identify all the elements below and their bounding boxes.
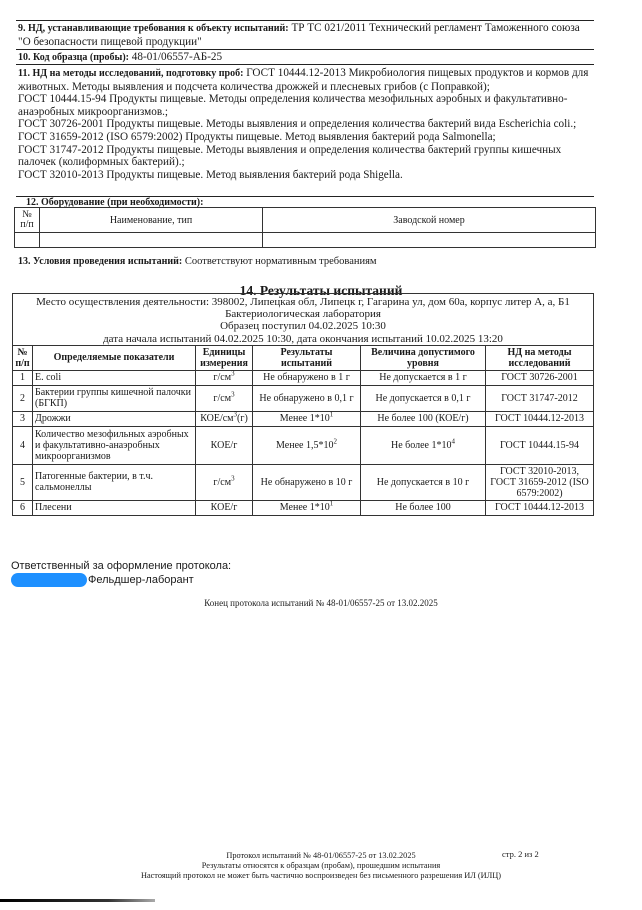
- method-line: ГОСТ 31747-2012 Продукты пищевые. Методы выявления и определения количества бактерий группы кишечных палочек (колиформных бактерий).;: [18, 143, 562, 169]
- results-header-row: [13, 345, 594, 370]
- row-num: 2: [13, 385, 33, 411]
- row-method: ГОСТ 31747-2012: [486, 385, 594, 411]
- section-9-value: ТР ТС 021/2011 Технический регламент Таможенного союза "О безопасности пищевой продукции": [18, 22, 580, 48]
- row-num: 6: [13, 500, 33, 515]
- row-num: 4: [13, 426, 33, 464]
- place-of-activity: Место осуществления деятельности: 398002, Липецкая обл, Липецк г, Гагарина ул, дом 60а, корпус литер А, а, Б1: [36, 296, 570, 308]
- footer-copy-note: Настоящий протокол не может быть частично воспроизведен без письменного разрешения ИЛ (ИЛЦ): [140, 871, 502, 880]
- method-line: ГОСТ 10444.12-2013 Микробиология пищевых продуктов и кормов для животных. Методы выявления и подсчета количества дрожжей и плесневых грибов (с Поправкой);: [18, 67, 589, 93]
- row-units: $г/см^3$: [196, 385, 253, 411]
- section-13: [18, 256, 592, 269]
- col-num: № п/п: [13, 345, 33, 370]
- row-method: ГОСТ 30726-2001: [486, 370, 594, 385]
- table-row: [13, 464, 594, 500]
- col-result: Результаты испытаний: [253, 345, 361, 370]
- footer-protocol: Протокол испытаний № 48-01/06557-25 от 13.02.2025: [226, 851, 416, 860]
- divider: [16, 49, 594, 50]
- cell: [263, 233, 596, 248]
- results-block: [12, 293, 594, 516]
- section-10: [18, 51, 592, 65]
- responsible-block: [11, 559, 231, 587]
- col-method: НД на методы исследований: [486, 345, 594, 370]
- row-limit: Не допускается в 10 г: [361, 464, 486, 500]
- method-line: ГОСТ 32010-2013 Продукты пищевые. Метод выявления бактерий рода Shigella.: [18, 168, 403, 181]
- row-method: ГОСТ 10444.15-94: [486, 426, 594, 464]
- row-units: КОЕ/$см^3(г)$: [196, 411, 253, 426]
- row-limit: Не допускается в 1 г: [361, 370, 486, 385]
- lab-name: Бактериологическая лаборатория: [225, 308, 381, 321]
- responsible-position: Фельдшер-лаборант: [88, 574, 194, 586]
- row-indicator: Количество мезофильных аэробных и факультативно-анаэробных микроорганизмов: [33, 426, 196, 464]
- row-units: КОЕ/г: [196, 500, 253, 515]
- row-result: Не обнаружено в 1 г: [253, 370, 361, 385]
- row-limit: Не более 100: [361, 500, 486, 515]
- row-units: $г/см^3$: [196, 464, 253, 500]
- row-num: 1: [13, 370, 33, 385]
- method-line: ГОСТ 10444.15-94 Продукты пищевые. Методы определения количества мезофильных аэробных и факультативно-анаэробных микроорганизмов.;: [18, 93, 568, 118]
- results-header: [13, 294, 593, 345]
- section-11-label: 11. НД на методы исследований, подготовку проб:: [18, 68, 244, 79]
- row-units: $г/см^3$: [196, 370, 253, 385]
- section-11: [18, 67, 592, 181]
- table-row: [13, 385, 594, 411]
- footer-results-note: Результаты относятся к образцам (пробам), прошедшим испытания: [201, 861, 441, 870]
- row-indicator: Патогенные бактерии, в т.ч. сальмонеллы: [33, 464, 196, 500]
- table-row: [13, 500, 594, 515]
- results-title: 14. Результаты испытаний: [239, 283, 403, 298]
- table-row: [13, 411, 594, 426]
- responsible-label: Ответственный за оформление протокола:: [11, 560, 232, 572]
- end-note: Конец протокола испытаний № 48-01/06557-25 от 13.02.2025: [204, 598, 438, 608]
- row-result: Менее $1*10^1$: [253, 411, 361, 426]
- equipment-row: [15, 233, 596, 248]
- section-10-label: 10. Код образца (пробы):: [18, 52, 129, 63]
- row-num: 3: [13, 411, 33, 426]
- section-9: [18, 22, 592, 48]
- method-line: ГОСТ 31659-2012 (ISO 6579:2002) Продукты пищевые. Метод выявления бактерий рода Salmonella;: [18, 130, 496, 143]
- row-result: Менее $1,5*10^2$: [253, 426, 361, 464]
- row-method: ГОСТ 10444.12-2013: [486, 411, 594, 426]
- sample-code: 48-01/06557-АБ-25: [131, 51, 223, 63]
- row-num: 5: [13, 464, 33, 500]
- section-13-value: Соответствуют нормативным требованиям: [184, 256, 377, 267]
- row-result: Не обнаружено в 0,1 г: [253, 385, 361, 411]
- row-result: Не обнаружено в 10 г: [253, 464, 361, 500]
- section-13-label: 13. Условия проведения испытаний:: [18, 256, 183, 267]
- row-indicator: Плесени: [33, 500, 196, 515]
- method-line: ГОСТ 30726-2001 Продукты пищевые. Методы выявления и определения количества бактерий вида Escherichia coli.;: [18, 118, 577, 131]
- divider: [16, 64, 594, 65]
- row-indicator: Бактерии группы кишечной палочки (БГКП): [33, 385, 196, 411]
- redacted-name: [11, 573, 87, 587]
- row-limit: Не более 100 (КОЕ/г): [361, 411, 486, 426]
- section-12-label: 12. Оборудование (при необходимости):: [26, 197, 204, 208]
- row-indicator: Дрожжи: [33, 411, 196, 426]
- section-9-label: 9. НД, устанавливающие требования к объекту испытаний:: [18, 23, 289, 34]
- col-num: № п/п: [15, 208, 40, 233]
- row-indicator: E. coli: [33, 370, 196, 385]
- sample-received: Образец поступил 04.02.2025 10:30: [220, 320, 386, 333]
- results-table: [12, 345, 594, 516]
- row-method: ГОСТ 10444.12-2013: [486, 500, 594, 515]
- page-footer: [0, 851, 642, 881]
- test-dates: дата начала испытаний 04.02.2025 10:30, дата окончания испытаний 10.02.2025 13:20: [103, 332, 503, 345]
- row-method: ГОСТ 32010-2013, ГОСТ 31659-2012 (ISO 6579:2002): [486, 464, 594, 500]
- cell: [15, 233, 40, 248]
- scan-edge-mark: [0, 899, 155, 902]
- table-row: [13, 426, 594, 464]
- equipment-table: [14, 207, 596, 248]
- equipment-header-row: [15, 208, 596, 233]
- row-limit: Не более $1*10^4$: [361, 426, 486, 464]
- row-result: Менее $1*10^1$: [253, 500, 361, 515]
- table-row: [13, 370, 594, 385]
- col-units: Единицы измерения: [196, 345, 253, 370]
- divider: [16, 20, 594, 21]
- cell: [40, 233, 263, 248]
- row-units: КОЕ/г: [196, 426, 253, 464]
- col-serial: Заводской номер: [263, 208, 596, 233]
- page-number: стр. 2 из 2: [502, 849, 539, 859]
- col-indicator: Определяемые показатели: [33, 345, 196, 370]
- responsible-person: [11, 573, 231, 587]
- col-limit: Величина допустимого уровня: [361, 345, 486, 370]
- row-limit: Не допускается в 0,1 г: [361, 385, 486, 411]
- col-name: Наименование, тип: [40, 208, 263, 233]
